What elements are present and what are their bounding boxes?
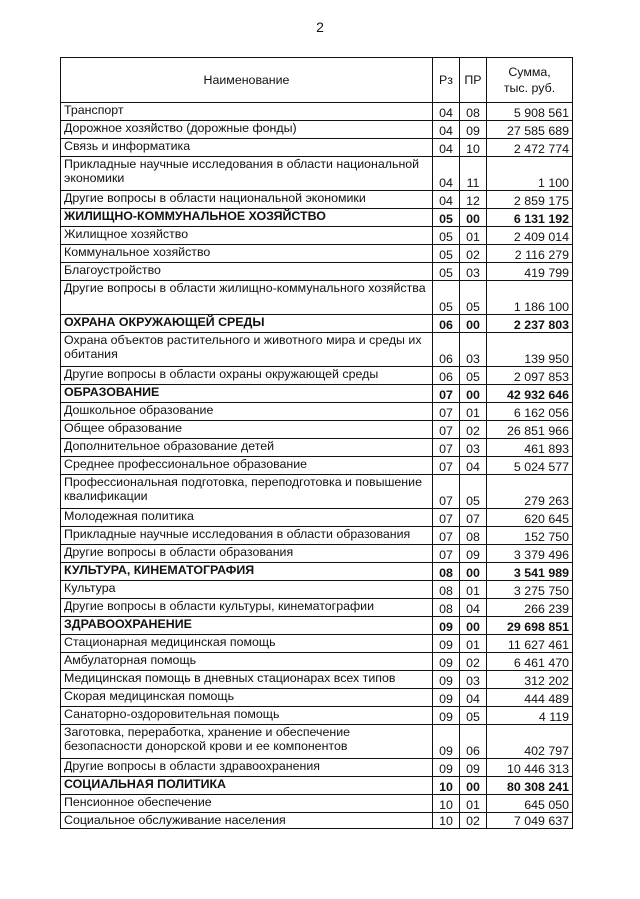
row-sum: 2 859 175 [487, 191, 573, 209]
row-sum: 29 698 851 [487, 617, 573, 635]
row-rz: 04 [433, 103, 460, 121]
row-name: Дополнительное образование детей [61, 439, 433, 457]
row-name: Другие вопросы в области здравоохранения [61, 759, 433, 777]
row-pr: 01 [460, 635, 487, 653]
row-sum: 42 932 646 [487, 385, 573, 403]
row-pr: 04 [460, 689, 487, 707]
table-row [61, 635, 573, 653]
row-pr: 00 [460, 617, 487, 635]
row-pr: 04 [460, 599, 487, 617]
row-sum: 312 202 [487, 671, 573, 689]
header-name: Наименование [61, 58, 433, 103]
table-body [61, 103, 573, 829]
header-sum [487, 58, 573, 103]
row-pr: 09 [460, 545, 487, 563]
row-pr: 02 [460, 421, 487, 439]
table-row [61, 333, 573, 367]
row-sum: 2 097 853 [487, 367, 573, 385]
budget-table [60, 57, 573, 829]
row-pr: 10 [460, 139, 487, 157]
row-rz: 07 [433, 421, 460, 439]
row-rz: 05 [433, 245, 460, 263]
row-pr: 01 [460, 581, 487, 599]
row-sum: 2 472 774 [487, 139, 573, 157]
table-row [61, 581, 573, 599]
row-pr: 04 [460, 457, 487, 475]
row-pr: 03 [460, 671, 487, 689]
row-name: Пенсионное обеспечение [61, 795, 433, 813]
row-sum: 10 446 313 [487, 759, 573, 777]
row-name: Амбулаторная помощь [61, 653, 433, 671]
header-pr: ПР [460, 58, 487, 103]
row-name: Другие вопросы в области культуры, кинематографии [61, 599, 433, 617]
row-sum: 3 379 496 [487, 545, 573, 563]
row-rz: 05 [433, 263, 460, 281]
table-row [61, 545, 573, 563]
table-section-row [61, 315, 573, 333]
row-sum: 6 162 056 [487, 403, 573, 421]
header-sum-line2: тыс. руб. [503, 81, 556, 95]
row-pr: 00 [460, 209, 487, 227]
row-pr: 02 [460, 653, 487, 671]
row-pr: 08 [460, 103, 487, 121]
row-pr: 00 [460, 563, 487, 581]
table-row [61, 813, 573, 829]
row-name: Медицинская помощь в дневных стационарах всех типов [61, 671, 433, 689]
row-rz: 07 [433, 475, 460, 509]
row-name: Благоустройство [61, 263, 433, 281]
row-sum: 139 950 [487, 333, 573, 367]
table-row [61, 263, 573, 281]
row-rz: 09 [433, 725, 460, 759]
row-rz: 09 [433, 707, 460, 725]
row-pr: 03 [460, 263, 487, 281]
row-rz: 08 [433, 581, 460, 599]
row-pr: 03 [460, 333, 487, 367]
row-rz: 07 [433, 457, 460, 475]
row-name: ЗДРАВООХРАНЕНИЕ [61, 617, 433, 635]
row-rz: 06 [433, 333, 460, 367]
row-sum: 6 131 192 [487, 209, 573, 227]
row-name: ОБРАЗОВАНИЕ [61, 385, 433, 403]
table-row [61, 599, 573, 617]
row-rz: 10 [433, 777, 460, 795]
row-sum: 152 750 [487, 527, 573, 545]
row-name: Коммунальное хозяйство [61, 245, 433, 263]
row-sum: 1 186 100 [487, 281, 573, 315]
table-row [61, 653, 573, 671]
row-rz: 09 [433, 635, 460, 653]
table-row [61, 457, 573, 475]
row-sum: 6 461 470 [487, 653, 573, 671]
row-pr: 02 [460, 813, 487, 829]
table-row [61, 509, 573, 527]
row-rz: 04 [433, 157, 460, 191]
row-rz: 09 [433, 617, 460, 635]
table-row [61, 725, 573, 759]
table-row [61, 157, 573, 191]
row-pr: 12 [460, 191, 487, 209]
row-pr: 11 [460, 157, 487, 191]
row-sum: 7 049 637 [487, 813, 573, 829]
row-name: Социальное обслуживание населения [61, 813, 433, 829]
table-header-row [61, 58, 573, 103]
row-sum: 461 893 [487, 439, 573, 457]
row-rz: 07 [433, 509, 460, 527]
row-name: Другие вопросы в области охраны окружающей среды [61, 367, 433, 385]
row-rz: 07 [433, 545, 460, 563]
row-name: Прикладные научные исследования в области национальной экономики [61, 157, 433, 191]
table-row [61, 191, 573, 209]
row-name: Дошкольное образование [61, 403, 433, 421]
row-name: ОХРАНА ОКРУЖАЮЩЕЙ СРЕДЫ [61, 315, 433, 333]
row-name: Другие вопросы в области национальной экономики [61, 191, 433, 209]
row-name: СОЦИАЛЬНАЯ ПОЛИТИКА [61, 777, 433, 795]
row-name: Связь и информатика [61, 139, 433, 157]
row-sum: 3 541 989 [487, 563, 573, 581]
row-sum: 279 263 [487, 475, 573, 509]
row-rz: 05 [433, 227, 460, 245]
table-section-row [61, 209, 573, 227]
row-sum: 402 797 [487, 725, 573, 759]
row-sum: 645 050 [487, 795, 573, 813]
row-name: Жилищное хозяйство [61, 227, 433, 245]
row-pr: 00 [460, 315, 487, 333]
row-rz: 07 [433, 439, 460, 457]
row-name: Среднее профессиональное образование [61, 457, 433, 475]
row-sum: 3 275 750 [487, 581, 573, 599]
row-name: Общее образование [61, 421, 433, 439]
row-sum: 2 237 803 [487, 315, 573, 333]
table-row [61, 139, 573, 157]
row-pr: 01 [460, 403, 487, 421]
row-pr: 09 [460, 759, 487, 777]
row-rz: 04 [433, 191, 460, 209]
row-sum: 5 908 561 [487, 103, 573, 121]
table-row [61, 439, 573, 457]
row-sum: 266 239 [487, 599, 573, 617]
row-name: Заготовка, переработка, хранение и обеспечение безопасности донорской крови и ее компонентов [61, 725, 433, 759]
table-row [61, 245, 573, 263]
row-pr: 05 [460, 367, 487, 385]
table-row [61, 227, 573, 245]
row-pr: 01 [460, 227, 487, 245]
row-name: Другие вопросы в области образования [61, 545, 433, 563]
row-name: ЖИЛИЩНО-КОММУНАЛЬНОЕ ХОЗЯЙСТВО [61, 209, 433, 227]
row-pr: 05 [460, 281, 487, 315]
row-rz: 09 [433, 671, 460, 689]
table-section-row [61, 563, 573, 581]
row-pr: 06 [460, 725, 487, 759]
row-sum: 1 100 [487, 157, 573, 191]
row-name: КУЛЬТУРА, КИНЕМАТОГРАФИЯ [61, 563, 433, 581]
row-pr: 09 [460, 121, 487, 139]
row-sum: 4 119 [487, 707, 573, 725]
row-rz: 08 [433, 599, 460, 617]
table-row [61, 475, 573, 509]
row-rz: 09 [433, 759, 460, 777]
row-pr: 02 [460, 245, 487, 263]
row-pr: 08 [460, 527, 487, 545]
row-name: Профессиональная подготовка, переподготовка и повышение квалификации [61, 475, 433, 509]
header-sum-line1: Сумма, [508, 65, 551, 79]
row-rz: 06 [433, 315, 460, 333]
row-name: Дорожное хозяйство (дорожные фонды) [61, 121, 433, 139]
table-row [61, 121, 573, 139]
row-name: Охрана объектов растительного и животного мира и среды их обитания [61, 333, 433, 367]
row-rz: 06 [433, 367, 460, 385]
row-rz: 09 [433, 653, 460, 671]
table-row [61, 527, 573, 545]
table-row [61, 759, 573, 777]
row-pr: 03 [460, 439, 487, 457]
row-sum: 11 627 461 [487, 635, 573, 653]
row-name: Скорая медицинская помощь [61, 689, 433, 707]
row-sum: 419 799 [487, 263, 573, 281]
row-name: Транспорт [61, 103, 433, 121]
row-rz: 07 [433, 527, 460, 545]
row-name: Культура [61, 581, 433, 599]
row-sum: 26 851 966 [487, 421, 573, 439]
table-row [61, 795, 573, 813]
row-rz: 10 [433, 795, 460, 813]
row-sum: 2 116 279 [487, 245, 573, 263]
row-sum: 2 409 014 [487, 227, 573, 245]
row-name: Другие вопросы в области жилищно-коммунального хозяйства [61, 281, 433, 315]
table-row [61, 421, 573, 439]
row-sum: 5 024 577 [487, 457, 573, 475]
row-rz: 09 [433, 689, 460, 707]
row-name: Прикладные научные исследования в области образования [61, 527, 433, 545]
row-name: Молодежная политика [61, 509, 433, 527]
row-rz: 05 [433, 281, 460, 315]
row-pr: 05 [460, 707, 487, 725]
row-rz: 05 [433, 209, 460, 227]
row-rz: 10 [433, 813, 460, 829]
table-row [61, 103, 573, 121]
row-pr: 01 [460, 795, 487, 813]
table-row [61, 707, 573, 725]
row-pr: 07 [460, 509, 487, 527]
row-rz: 04 [433, 121, 460, 139]
row-pr: 05 [460, 475, 487, 509]
row-sum: 80 308 241 [487, 777, 573, 795]
row-rz: 08 [433, 563, 460, 581]
table-row [61, 689, 573, 707]
row-sum: 27 585 689 [487, 121, 573, 139]
row-pr: 00 [460, 777, 487, 795]
table-section-row [61, 777, 573, 795]
table-row [61, 281, 573, 315]
table-section-row [61, 385, 573, 403]
table-row [61, 367, 573, 385]
header-rz: Рз [433, 58, 460, 103]
table-row [61, 403, 573, 421]
row-sum: 444 489 [487, 689, 573, 707]
row-rz: 07 [433, 385, 460, 403]
row-pr: 00 [460, 385, 487, 403]
row-name: Стационарная медицинская помощь [61, 635, 433, 653]
page-number: 2 [316, 19, 324, 35]
row-sum: 620 645 [487, 509, 573, 527]
row-name: Санаторно-оздоровительная помощь [61, 707, 433, 725]
row-rz: 04 [433, 139, 460, 157]
row-rz: 07 [433, 403, 460, 421]
table-row [61, 671, 573, 689]
table-section-row [61, 617, 573, 635]
